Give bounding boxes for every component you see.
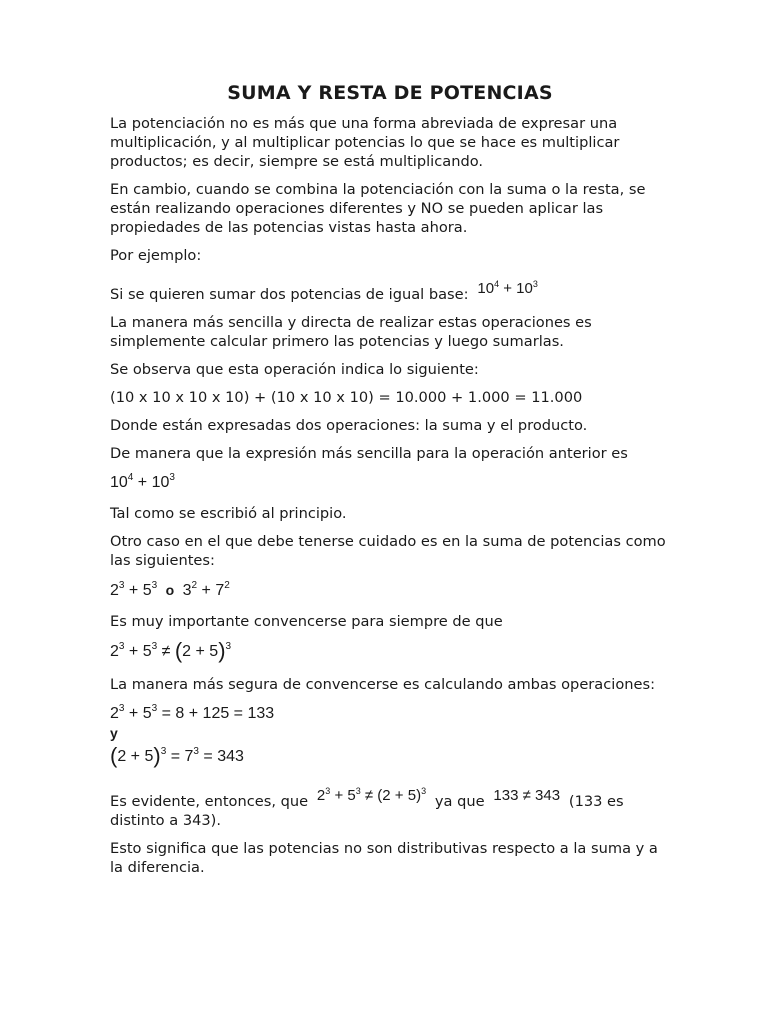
- paragraph-simplest-expression: De manera que la expresión más sencilla para la operación anterior es: [110, 445, 628, 462]
- formula-10-4-plus-10-3: $10^4 + 10^3$: [473, 279, 538, 297]
- paragraph-intro: La potenciación no es más que una forma abreviada de expresar una multiplicación, y al multiplicar potencias lo que se hace es multiplicar productos; es decir, siempre se está multiplicando.: [110, 115, 620, 170]
- paragraph-conclusion: Esto significa que las potencias no son distributivas respecto a la suma y a la diferencia.: [110, 840, 658, 876]
- paragraph-expansion: (10 x 10 x 10 x 10) + (10 x 10 x 10) = 10.000 + 1.000 = 11.000: [110, 389, 583, 406]
- conjunction-y: y: [110, 725, 118, 741]
- paragraph-evident: Es evidente, entonces, que $2^3 + 5^3 \ne (2 + 5)^3$ ya que 133 ≠ 343 (133 es distinto a 343).: [110, 786, 624, 829]
- paragraph-safest-way: La manera más segura de convencerse es calculando ambas operaciones:: [110, 676, 655, 693]
- formula-inline-not-equal: $2^3 + 5^3 \ne (2 + 5)^3$: [312, 786, 427, 804]
- formula-not-equal: $2^3 + 5^3 \ne (2 + 5)^3$: [110, 638, 232, 663]
- formula-power-result: $(2 + 5)^3 = 7^3 = 343$: [110, 743, 244, 768]
- paragraph-observe: Se observa que esta operación indica lo siguiente:: [110, 361, 479, 378]
- paragraph-example-label: Por ejemplo:: [110, 247, 202, 264]
- paragraph-two-operations: Donde están expresadas dos operaciones: la suma y el producto.: [110, 417, 588, 434]
- page-title: SUMA Y RESTA DE POTENCIAS: [227, 82, 553, 104]
- conjunction-o: o: [165, 582, 175, 598]
- formula-10-4-plus-10-3-repeat: $10^4 + 10^3$: [110, 472, 175, 491]
- paragraph-other-case: Otro caso en el que debe tenerse cuidado es en la suma de potencias como las siguientes:: [110, 533, 666, 569]
- paragraph-contrast: En cambio, cuando se combina la potenciación con la suma o la resta, se están realizando operaciones diferentes y NO se pueden aplicar las propiedades de las potencias vistas hasta ahora.: [110, 181, 646, 236]
- paragraph-important: Es muy importante convencerse para siempre de que: [110, 613, 503, 630]
- paragraph-same-base: Si se quieren sumar dos potencias de igual base: $10^4 + 10^3$: [110, 279, 538, 303]
- formula-133-not-343: 133 ≠ 343: [489, 787, 565, 804]
- document-page: [110, 82, 670, 886]
- formula-sum-examples: $2^3 + 5^3$ o $3^2 + 7^2$: [110, 580, 230, 599]
- formula-sum-result: $2^3 + 5^3 = 8 + 125 = 133$: [110, 703, 275, 722]
- paragraph-as-written: Tal como se escribió al principio.: [110, 505, 347, 522]
- paragraph-method: La manera más sencilla y directa de realizar estas operaciones es simplemente calcular primero las potencias y luego sumarlas.: [110, 314, 592, 350]
